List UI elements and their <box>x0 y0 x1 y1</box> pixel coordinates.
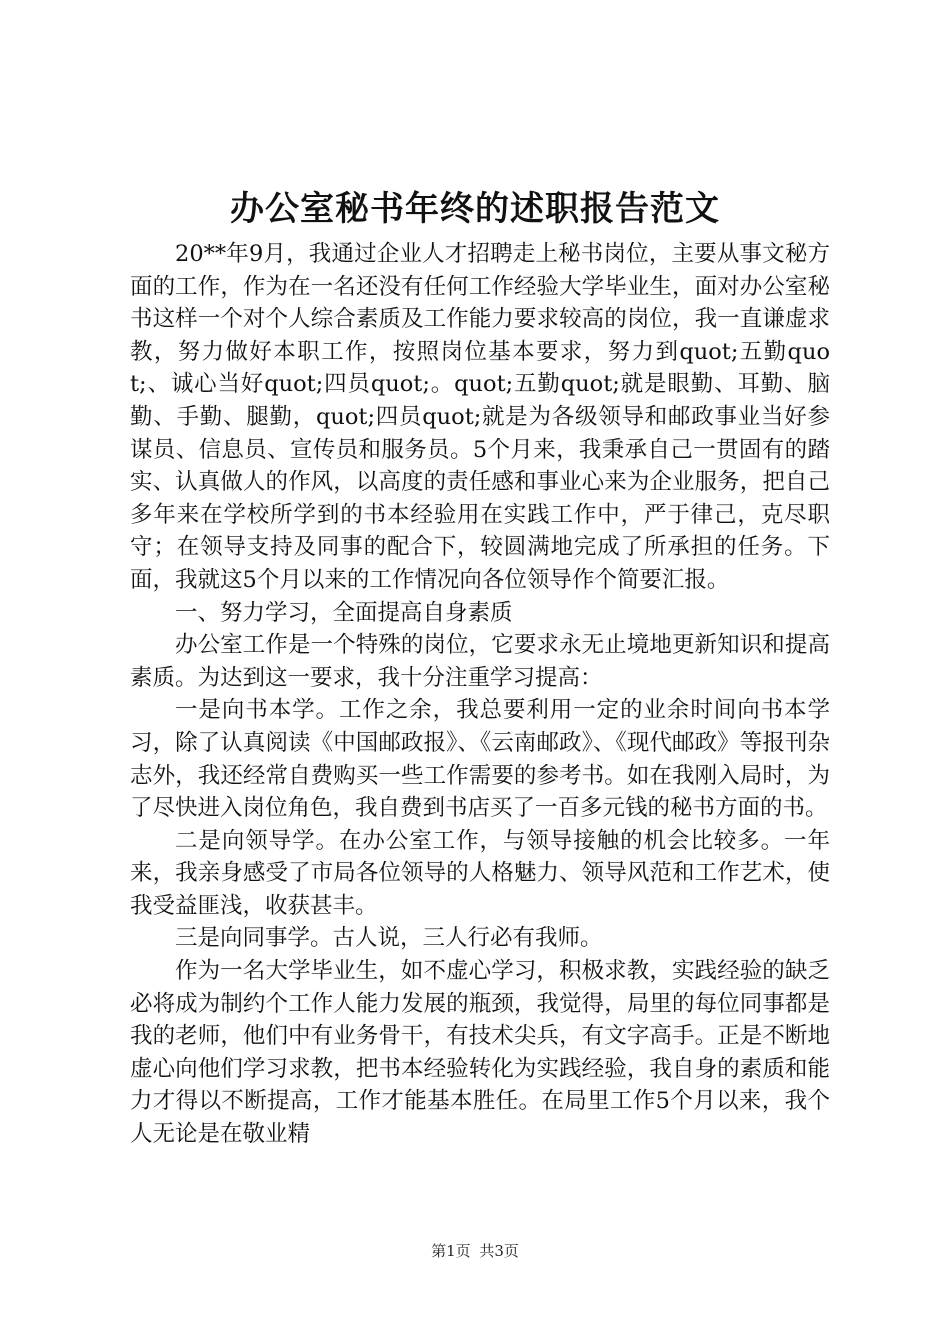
document-body <box>130 238 830 1151</box>
section-heading-study: 一、努力学习，全面提高自身素质 <box>175 599 513 626</box>
paragraph-learn-from-leaders: 二是向领导学。在办公室工作，与领导接触的机会比较多。一年来，我亲身感受了市局各位领导的人格魅力、领导风范和工作艺术，使我受益匪浅，收获甚丰。 <box>130 827 830 919</box>
paragraph-office-work: 办公室工作是一个特殊的岗位，它要求永无止境地更新知识和提高素质。为达到这一要求，我十分注重学习提高： <box>130 632 830 691</box>
paragraph-graduate-reflection: 作为一名大学毕业生，如不虚心学习，积极求教，实践经验的缺乏必将成为制约个工作人能力发展的瓶颈，我觉得，局里的每位同事都是我的老师，他们中有业务骨干，有技术尖兵，有文字高手。正是不断地虚心向他们学习求教，把书本经验转化为实践经验，我自身的素质和能力才得以不断提高，工作才能基本胜任。在局里工作5个月以来，我个人无论是在敬业精 <box>130 958 830 1148</box>
paragraph-learn-from-colleagues: 三是向同事学。古人说，三人行必有我师。 <box>175 925 603 952</box>
paragraph-intro: 20**年9月，我通过企业人才招聘走上秘书岗位，主要从事文秘方面的工作，作为在一名还没有任何工作经验大学毕业生，面对办公室秘书这样一个对个人综合素质及工作能力要求较高的岗位，我一直谦虚求教，努力做好本职工作，按照岗位基本要求，努力到quot;五勤quot;、诚心当好quot;四员quot;。quot;五勤quot;就是眼勤、耳勤、脑勤、手勤、腿勤，quot;四员quot;就是为各级领导和邮政事业当好参谋员、信息员、宣传员和服务员。5个月来，我秉承自己一贯固有的踏实、认真做人的作风，以高度的责任感和事业心来为企业服务，把自己多年来在学校所学到的书本经验用在实践工作中，严于律己，克尽职守；在领导支持及同事的配合下，较圆满地完成了所承担的任务。下面，我就这5个月以来的工作情况向各位领导作个简要汇报。 <box>130 241 830 593</box>
document-title: 办公室秘书年终的述职报告范文 <box>230 189 720 229</box>
page-number-footer: 第1页 共3页 <box>431 1242 519 1260</box>
paragraph-learn-from-books: 一是向书本学。工作之余，我总要利用一定的业余时间向书本学习，除了认真阅读《中国邮政报》、《云南邮政》、《现代邮政》等报刊杂志外，我还经常自费购买一些工作需要的参考书。如在我刚入局时，为了尽快进入岗位角色，我自费到书店买了一百多元钱的秘书方面的书。 <box>130 697 830 822</box>
